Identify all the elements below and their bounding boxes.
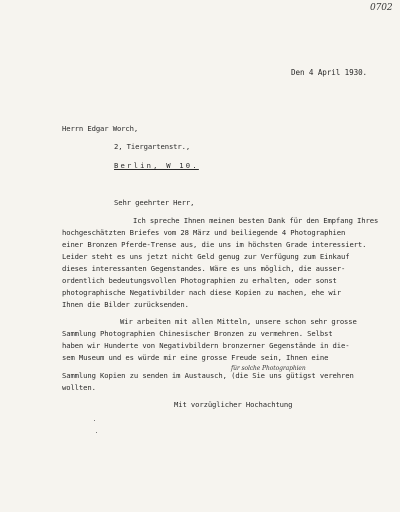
paragraph-line: dieses interessanten Gegenstandes. Wäre es uns möglich, die ausser-: [62, 264, 346, 273]
paragraph-line: ordentlich bedeutungsvollen Photographien zu erhalten, oder sonst: [62, 276, 337, 285]
paper-speck: [94, 420, 95, 421]
paragraph-line: haben wir Hunderte von Negativbildern bronzerner Gegenstände in die-: [62, 341, 350, 350]
paragraph-line: Sammlung Photographien Chinesischer Bronzen zu vermehren. Selbst: [62, 329, 333, 338]
salutation: Sehr geehrter Herr,: [114, 198, 195, 207]
paper-speck: [96, 432, 97, 433]
paragraph-line: hochgeschätzten Briefes vom 28 März und beiliegende 4 Photographien: [62, 228, 346, 237]
handwritten-insert: für solche Photographien: [231, 365, 306, 372]
paragraph-line: Ich spreche Ihnen meinen besten Dank für den Empfang Ihres: [133, 216, 379, 225]
paragraph-line: photographische Negativbilder nach diese Kopien zu machen, ehe wir: [62, 288, 341, 297]
paragraph-line: Ihnen die Bilder zurücksenden.: [62, 300, 189, 309]
paragraph-line: einer Bronzen Pferde-Trense aus, die uns im höchsten Grade interessiert.: [62, 240, 367, 249]
closing: Mit vorzüglicher Hochachtung: [174, 400, 293, 409]
recipient-name: Herrn Edgar Worch,: [62, 124, 139, 133]
paragraph-line: Leider steht es uns jetzt nicht Geld genug zur Verfügung zum Einkauf: [62, 252, 350, 261]
recipient-city: Berlin, W 10.: [114, 161, 199, 170]
paragraph-line: wollten.: [62, 383, 96, 392]
paragraph-line: Wir arbeiten mit allen Mitteln, unsere schon sehr grosse: [120, 317, 357, 326]
recipient-street: 2, Tiergartenstr.,: [114, 142, 191, 151]
date-line: Den 4 April 1930.: [291, 68, 368, 77]
archive-number: 0702: [370, 3, 393, 13]
paragraph-line: Sammlung Kopien zu senden im Austausch, (die Sie uns gütigst verehren: [62, 371, 354, 380]
paragraph-line: sem Museum und es würde mir eine grosse Freude sein, Ihnen eine: [62, 353, 329, 362]
